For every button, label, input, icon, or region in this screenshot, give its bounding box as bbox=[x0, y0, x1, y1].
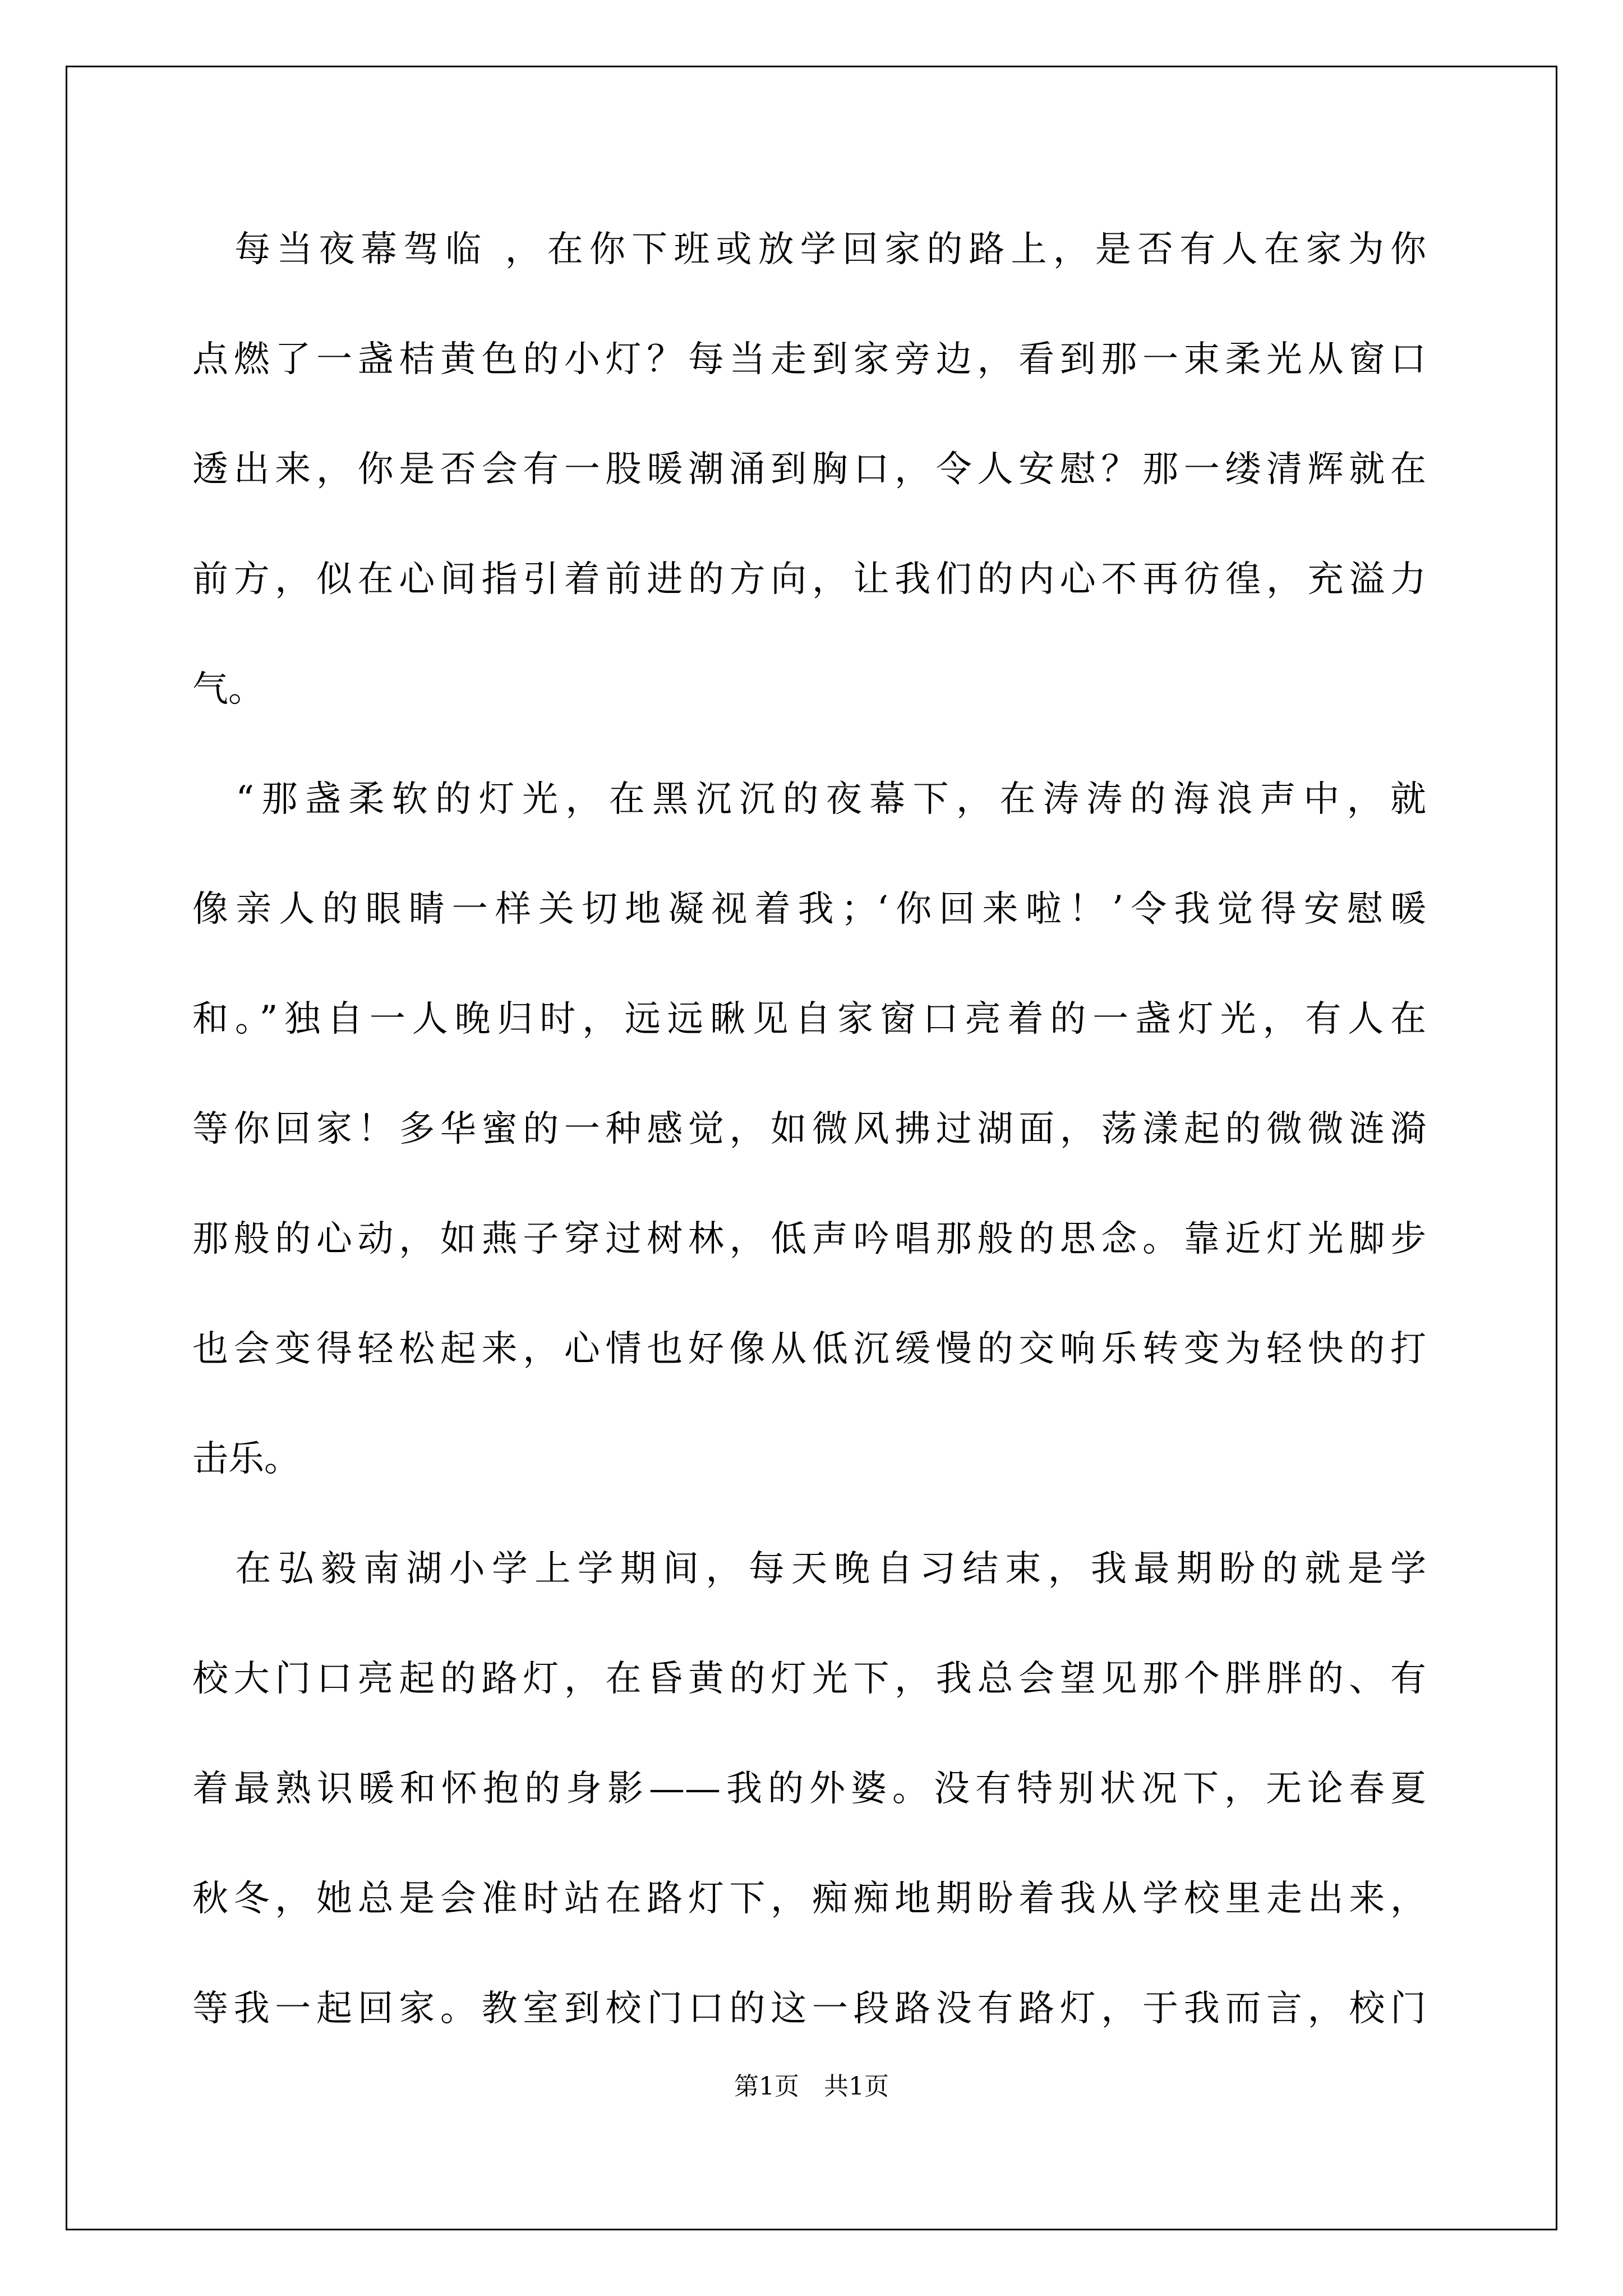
text-line: 击乐。 bbox=[192, 1438, 300, 1480]
text-line: 等你回家！多华蜜的一种感觉，如微风拂过湖面，荡漾起的微微涟漪 bbox=[192, 1108, 1426, 1150]
text-line: 透出来，你是否会有一股暖潮涌到胸口，令人安慰？那一缕清辉就在 bbox=[192, 449, 1426, 490]
text-line: 像亲人的眼睛一样关切地凝视着我；‘你回来啦！’令我觉得安慰暖 bbox=[192, 889, 1426, 930]
text-line: 前方，似在心间指引着前进的方向，让我们的内心不再彷徨，充溢力 bbox=[192, 559, 1426, 600]
text-line: 那般的心动，如燕子穿过树林，低声吟唱那般的思念。靠近灯光脚步 bbox=[192, 1218, 1426, 1260]
text-line: 气。 bbox=[192, 669, 264, 710]
text-line: “那盏柔软的灯光，在黑沉沉的夜幕下，在涛涛的海浪声中，就 bbox=[192, 779, 1426, 820]
text-line: 秋冬，她总是会准时站在路灯下，痴痴地期盼着我从学校里走出来， bbox=[192, 1878, 1426, 1920]
text-line: 在弘毅南湖小学上学期间，每天晚自习结束，我最期盼的就是学 bbox=[192, 1548, 1426, 1590]
text-line: 也会变得轻松起来，心情也好像从低沉缓慢的交响乐转变为轻快的打 bbox=[192, 1328, 1426, 1370]
text-line: 点燃了一盏桔黄色的小灯？每当走到家旁边，看到那一束柔光从窗口 bbox=[192, 339, 1426, 380]
page-number-footer: 第1页 共1页 bbox=[734, 2072, 889, 2101]
text-line: 校大门口亮起的路灯，在昏黄的灯光下，我总会望见那个胖胖的、有 bbox=[192, 1658, 1426, 1700]
text-line: 着最熟识暖和怀抱的身影——我的外婆。没有特别状况下，无论春夏 bbox=[192, 1768, 1426, 1810]
text-line: 和。”独自一人晚归时，远远瞅见自家窗口亮着的一盏灯光，有人在 bbox=[192, 999, 1426, 1040]
text-line: 等我一起回家。教室到校门口的这一段路没有路灯，于我而言，校门 bbox=[192, 1988, 1426, 2030]
text-line: 每当夜幕驾临 ，在你下班或放学回家的路上，是否有人在家为你 bbox=[192, 229, 1426, 270]
